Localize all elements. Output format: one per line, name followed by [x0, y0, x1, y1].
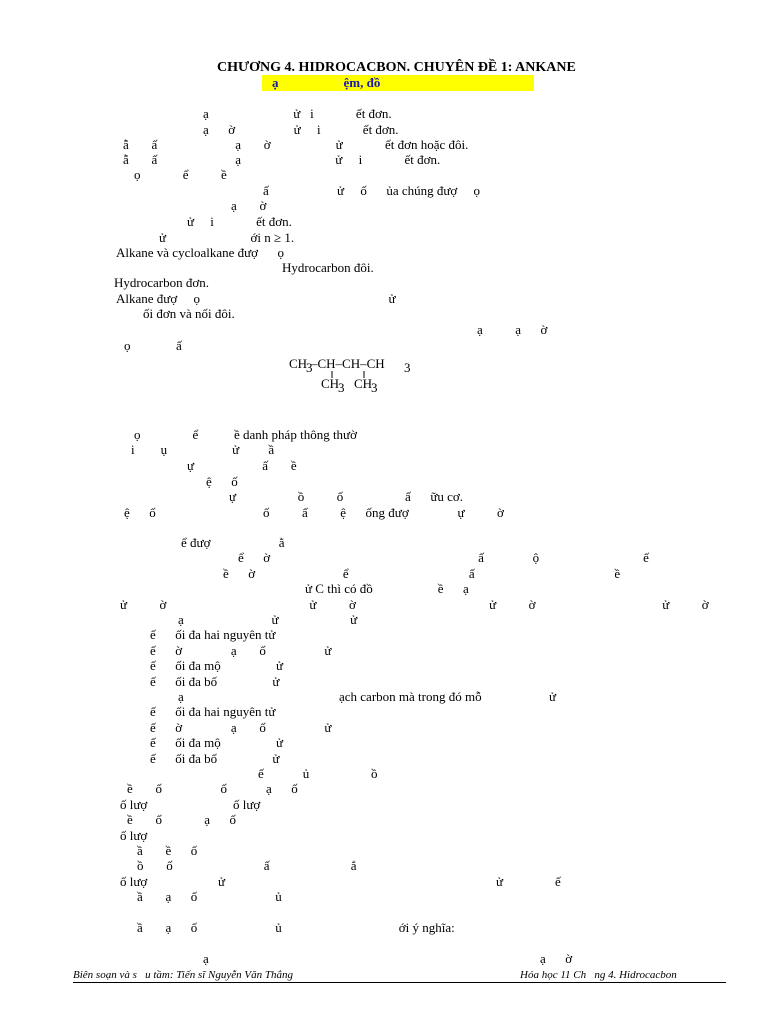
body-line: ầ ạ ố ủ [137, 889, 282, 904]
chapter-title: CHƯƠNG 4. HIDROCACBON. CHUYÊN ĐỀ 1: ANKANE [217, 60, 576, 75]
body-line: ọ ể ề [134, 167, 227, 182]
body-line: ẫ ấ ạ ờ ử ết đơn hoặc đôi. [123, 137, 469, 152]
highlighted-subtitle: ạ ệm, đồ [262, 75, 534, 91]
body-line: ề ố ạ ố [127, 812, 237, 827]
body-line: ế ối đa bố ử [150, 674, 280, 689]
body-line: ạ [178, 689, 184, 704]
body-line: ẫ ấ ạ ử i ết đơn. [123, 152, 441, 167]
body-line: ự ồ ố ấ ữu cơ. [229, 489, 464, 504]
body-line: Hydrocarbon đôi. [282, 260, 374, 275]
body-line: ử i ết đơn. [187, 214, 292, 229]
body-line: ế ối đa bố ử [150, 751, 280, 766]
body-line: ề ố ố ạ ố [127, 781, 298, 796]
body-line: ử [549, 689, 557, 704]
body-line: ể đượ ằ [181, 535, 285, 550]
formula-top-sub: 3 [306, 360, 313, 375]
body-line: ố lượ [120, 874, 148, 889]
structural-formula [285, 354, 425, 396]
body-line: ạch carbon mà trong đó mỗ [339, 689, 482, 704]
body-line: ế ủ ồ [258, 766, 378, 781]
body-line: ố lượ [120, 828, 148, 843]
footer-author: Biên soạn và s u tầm: Tiến sĩ Nguyễn Văn Thắng [73, 969, 293, 981]
body-line: ạ ạ ờ [477, 322, 548, 337]
body-line: ế ối đa mộ ử [150, 735, 284, 750]
body-line: ầ ề ố [137, 843, 198, 858]
body-line: ử ờ ử ờ ử ờ ử ờ [120, 597, 709, 612]
formula-top-ch: CH [289, 356, 308, 371]
body-line: ọ ể ề danh pháp thông thườ [134, 427, 357, 442]
body-line: ế ờ ạ ố ử [150, 720, 332, 735]
footer-course: Hóa học 11 Ch ng 4. Hidrocacbon [520, 969, 677, 981]
body-line: ử ế [496, 874, 561, 889]
body-line: ố lượ [120, 797, 148, 812]
footer-rule [73, 982, 726, 983]
body-line: ế ối đa mộ ử [150, 658, 284, 673]
body-line: ạ ử ử [178, 612, 358, 627]
body-line: ể ờ ấ ộ ế [238, 550, 649, 565]
body-line: ạ ờ [540, 951, 573, 966]
formula-bottom-sub2: 3 [371, 380, 378, 395]
body-line: ạ ờ ử i ết đơn. [203, 122, 399, 137]
body-line: ối đơn và nối đôi. [143, 306, 235, 321]
body-line: ạ [203, 951, 209, 966]
body-line: ọ ấ [124, 338, 182, 353]
body-line: ử ới n ≥ 1. [159, 230, 295, 245]
body-line: ế ối đa hai nguyên tử [150, 704, 276, 719]
body-line: ử C thì có đồ ề ạ [305, 581, 469, 596]
body-line: ồ ố ấ ắ [137, 858, 357, 873]
body-line: ấ ử ố ủa chúng đượ ọ [263, 183, 481, 198]
body-line: ề ờ ể ấ ề [223, 566, 621, 581]
body-line: ế ối đa hai nguyên tử [150, 627, 276, 642]
formula-bottom-sub: 3 [338, 380, 345, 395]
body-line: ố lượ [233, 797, 261, 812]
formula-top-chain: –CH–CH–CH [311, 356, 385, 371]
body-line: Hydrocarbon đơn. [114, 275, 209, 290]
formula-bottom-ch2: CH [354, 376, 373, 391]
body-line: ạ ử i ết đơn. [203, 106, 392, 121]
body-line: i ụ ử ầ [131, 442, 275, 457]
body-line: ệ ố [206, 474, 238, 489]
body-line: ầ ạ ố ủ ới ý nghĩa: [137, 920, 455, 935]
body-line: Alkane đượ ọ ử [116, 291, 396, 306]
formula-bottom-ch: CH [321, 376, 340, 391]
body-line: ử [218, 874, 226, 889]
body-line: Alkane và cycloalkane đượ ọ [116, 245, 285, 260]
body-line: ế ờ ạ ố ử [150, 643, 332, 658]
body-line: ạ ờ [231, 198, 267, 213]
formula-top-sub-end: 3 [404, 360, 411, 375]
body-line: ệ ố ố ấ ệ ống đượ ự ờ [124, 505, 504, 520]
body-line: ự ấ ề [187, 458, 297, 473]
